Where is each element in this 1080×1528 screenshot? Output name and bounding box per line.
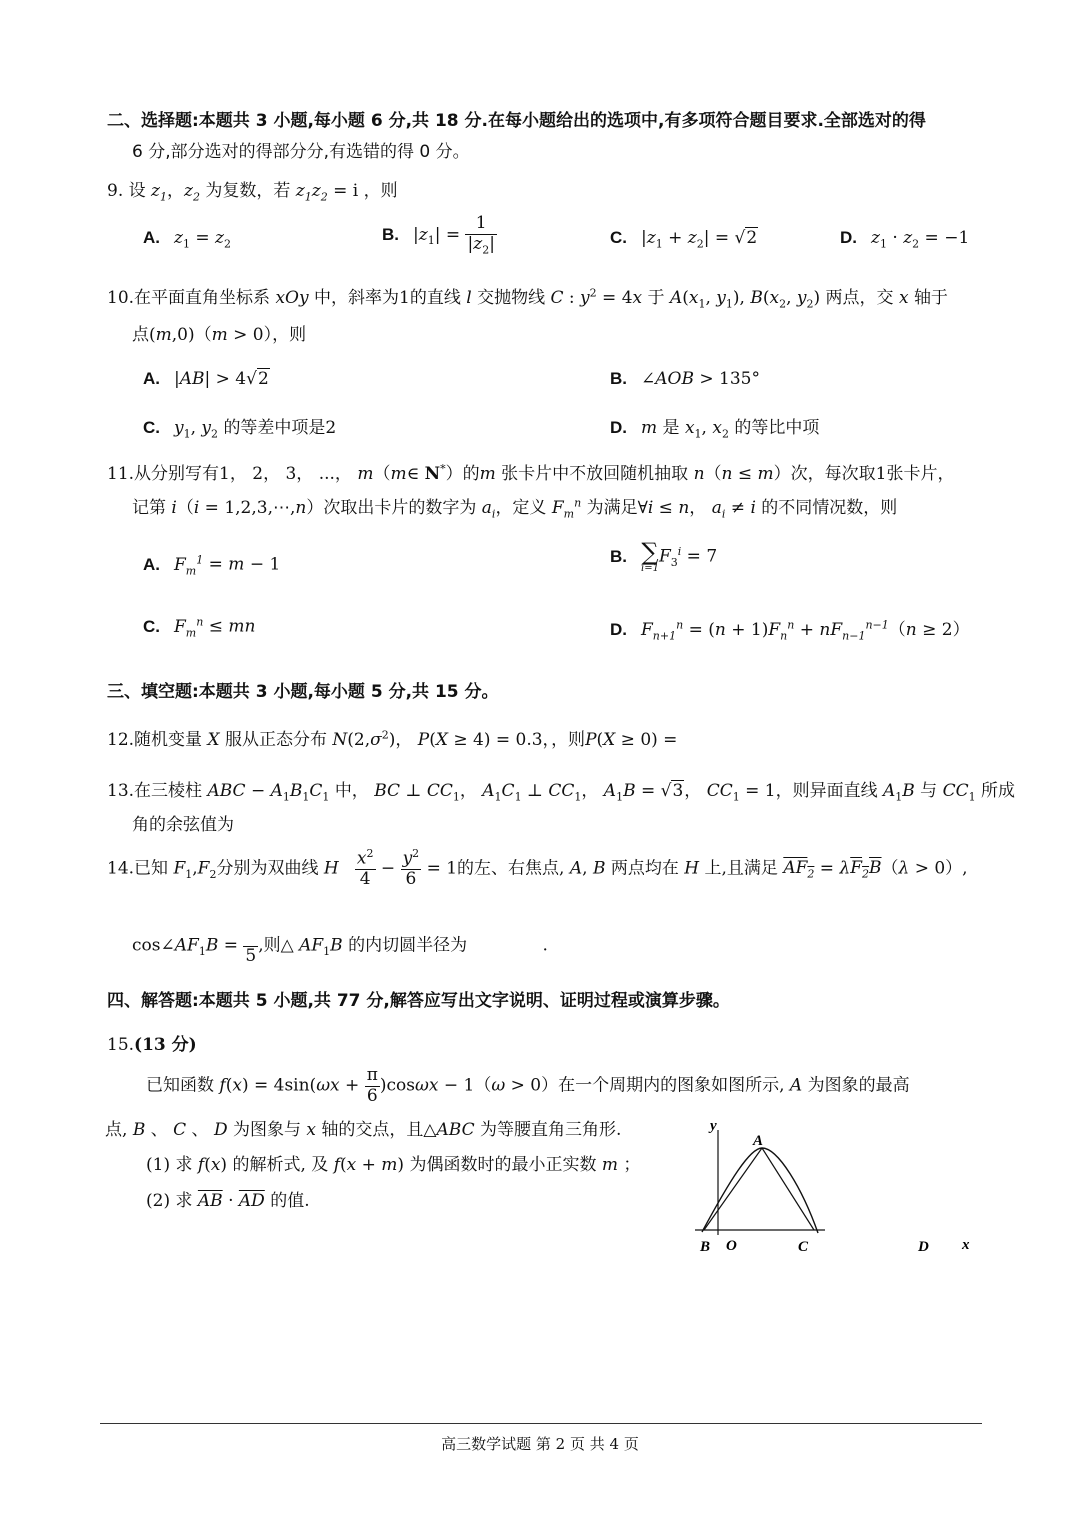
question-10-option-a: A. |AB| > 4√2 xyxy=(143,369,269,389)
question-10-stem-line1: 10.在平面直角坐标系 xOy 中，斜率为1的直线 l 交抛物线 C : $y^2 = 4x$ 于 $A(x_1$, $y_1$), $B(x_2$, $y_2$) 两点，交 x 轴于 xyxy=(107,286,948,311)
question-12-number: 12. xyxy=(107,730,135,750)
question-15-stem-line1: 已知函数 f(x) = 4sin(ωx + $\frac{\pi}{6}$ )cosωx − 1（ω > 0）在一个周期内的图象如图所示, A 为图象的最高 xyxy=(146,1065,910,1106)
question-15-points: (13 分) xyxy=(134,1035,197,1055)
question-14-number: 14. xyxy=(107,858,135,879)
label-d: D xyxy=(918,1239,929,1255)
question-9-option-c: C. $|z_1 + z_2| = √2$ xyxy=(610,228,758,251)
question-9-option-d: D. $z_1 \cdot z_2 = -1$ xyxy=(840,228,970,251)
question-11-option-c: C. $F_m^n$ ≤ mn xyxy=(143,615,256,640)
sine-curve xyxy=(702,1148,818,1233)
question-10-option-c: C. $y_1$, $y_2$ 的等差中项是2 xyxy=(143,418,337,441)
function-graph-figure xyxy=(690,1110,990,1260)
question-11-stem-line2: 记第 i（i = 1,2,3,⋯,n）次取出卡片的数字为 $a_i$，定义 $F_m^n$ 为满足∀i ≤ n， $a_i \ne i$ 的不同情况数，则 xyxy=(132,496,898,521)
question-9-number: 9. xyxy=(107,181,124,201)
segment-ba xyxy=(704,1148,762,1230)
question-15-number: 15. xyxy=(107,1035,135,1055)
question-13-stem-line2: 角的余弦值为 xyxy=(132,815,234,835)
question-9-option-b: B. $|z_1|$ = $\frac{1}{|z_2|}$ xyxy=(382,213,495,256)
question-15-header xyxy=(107,1030,197,1055)
page-footer: 高三数学试题 第 2 页 共 4 页 xyxy=(441,1435,639,1453)
question-9-stem: 9. 设 $z_1$，$z_2$ 为复数，若 $z_1z_2 = i$ ，则 xyxy=(107,181,398,204)
footer-divider xyxy=(100,1423,982,1424)
question-11-option-a: A. $F_m^1 = m - 1$ xyxy=(143,553,281,578)
segment-ac xyxy=(762,1148,814,1230)
label-c: C xyxy=(798,1239,809,1255)
section-2-heading-line2: 6 分,部分选对的得部分分,有选错的得 0 分。 xyxy=(132,142,470,162)
label-o: O xyxy=(726,1238,737,1254)
question-12-stem: 12.随机变量 X 服从正态分布 $N(2,\sigma^2)$， P(X ≥ 4) = 0.3，，则P(X ≥ 0) = xyxy=(107,728,678,750)
label-a: A xyxy=(753,1133,764,1149)
question-9-option-a: A. $z_1 = z_2$ xyxy=(143,228,231,251)
question-10-number: 10. xyxy=(107,288,135,308)
label-x: x xyxy=(962,1237,970,1253)
section-2-heading-line1: 二、选择题:本题共 3 小题,每小题 6 分,共 18 分.在每小题给出的选项中,有多项符合题目要求.全部选对的得 xyxy=(107,111,926,131)
label-b: B xyxy=(700,1239,711,1255)
question-15-part1: (1) 求 f(x) 的解析式, 及 f(x + m) 为偶函数时的最小正实数 m ； xyxy=(146,1155,641,1175)
label-y: y xyxy=(710,1118,717,1134)
question-13-number: 13. xyxy=(107,781,135,801)
question-11-stem-line1: 11.从分别写有1， 2， 3， ...， m（m∈ N*）的m 张卡片中不放回随机抽取 n（n ≤ m）次，每次取1张卡片， xyxy=(107,462,955,484)
section-4-heading: 四、解答题:本题共 5 小题,共 77 分,解答应写出文字说明、证明过程或演算步骤。 xyxy=(107,991,730,1011)
question-14-stem-line1: 14.已知 $F_1,F_2$分别为双曲线 H $\frac{x^2}{4}$ − $\frac{y^2}{6}$ = 1的左、右焦点, A, B 两点均在 H 上,且满足 $AF_2 = \lambda F_2B(\lambda > 0)$, xyxy=(107,847,968,890)
question-13-stem-line1: 13.在三棱柱 ABC − $A_1B_1C_1$ 中， BC ⊥ $CC_1$， $A_1C_1$ ⊥ $CC_1$， $A_1B = √3$， $CC_1 = 1$，则异面直线 $A_1B$ 与 $CC_1$ 所成 xyxy=(107,781,1015,804)
question-11-number: 11. xyxy=(107,464,135,484)
question-15-part2: (2) 求 $\overline{AB} \cdot \overline{AD}$ 的值. xyxy=(146,1191,310,1211)
question-10-option-b: B. ∠AOB > 135° xyxy=(610,369,760,389)
question-10-stem-line2: 点(m,0)（m > 0），则 xyxy=(132,325,307,345)
section-3-heading: 三、填空题:本题共 3 小题,每小题 5 分,共 15 分。 xyxy=(107,682,499,702)
question-15-stem-line2: 点, B 、 C 、 D 为图象与 x 轴的交点，且△ABC 为等腰直角三角形. xyxy=(105,1120,622,1140)
question-10-option-d: D. m 是 $x_1$, $x_2$ 的等比中项 xyxy=(610,418,820,441)
question-14-stem-line2: $\cos\angle AF_1B$ = 5 ,则△ $AF_1B$ 的内切圆半径为 . xyxy=(132,926,548,966)
question-11-option-d: D. $F_{n+1}^n = (n + 1)F_n^n + nF_{n-1}^{n-1}(n \ge 2)$ xyxy=(610,618,970,643)
question-11-option-b: B. ∑ i=1 $F_3^i = 7$ xyxy=(610,538,718,574)
